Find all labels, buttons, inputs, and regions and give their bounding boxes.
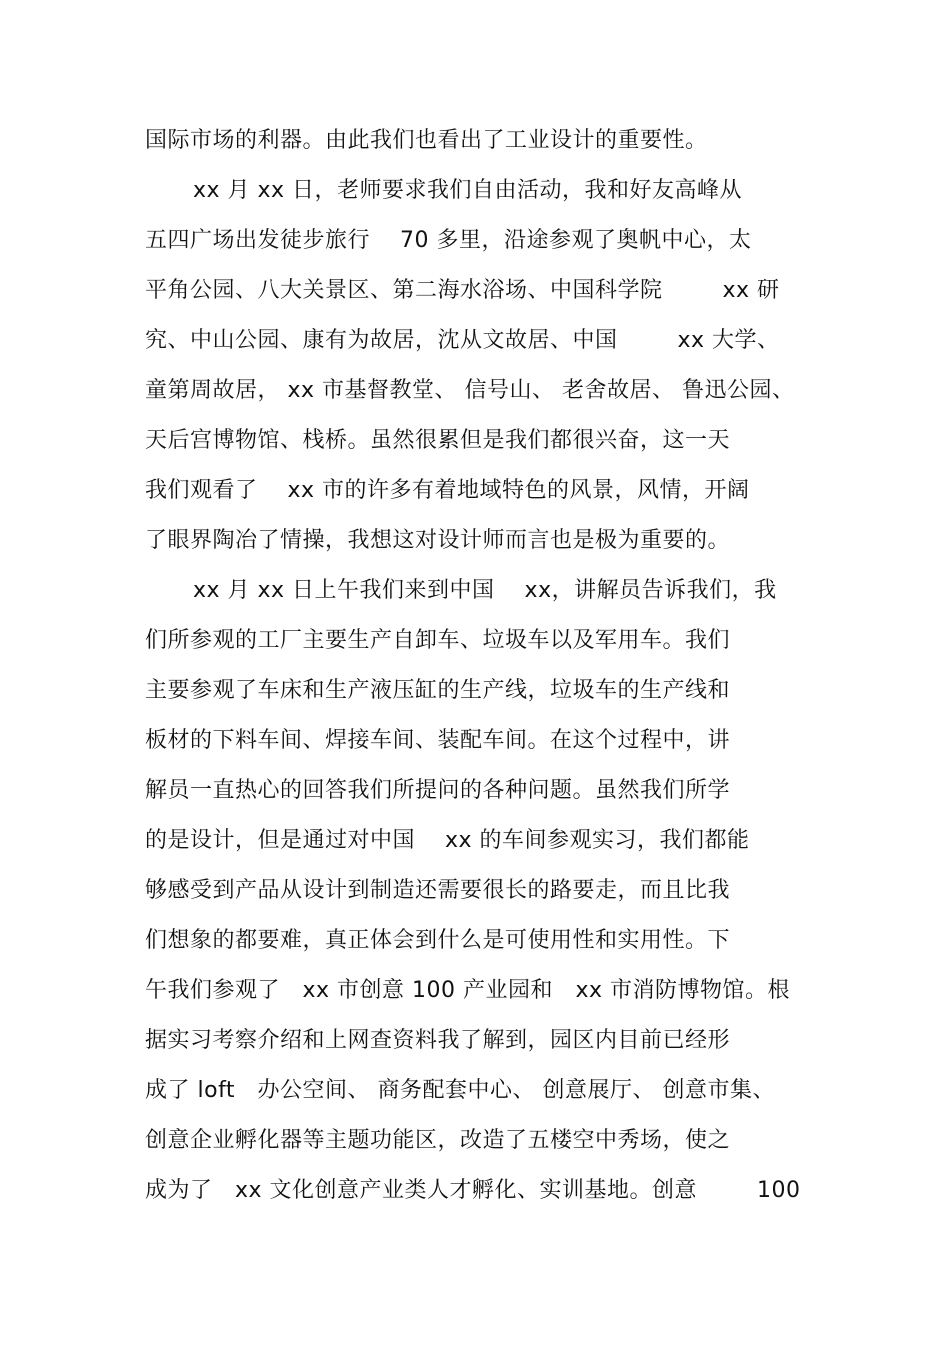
text-line: 们想象的都要难，真正体会到什么是可使用性和实用性。下	[145, 928, 731, 953]
text-line: 够感受到产品从设计到制造还需要很长的路要走，而且比我	[145, 878, 731, 903]
text-line: 解员一直热心的回答我们所提问的各种问题。虽然我们所学	[145, 778, 731, 803]
text-line: 了眼界陶冶了情操，我想这对设计师而言也是极为重要的。	[145, 528, 731, 553]
text-line: 国际市场的利器。由此我们也看出了工业设计的重要性。	[145, 128, 708, 153]
text-line: 童第周故居， xx 市基督教堂、 信号山、 老舍故居、 鲁迅公园、	[145, 378, 795, 403]
text-line: 的是设计，但是通过对中国 xx 的车间参观实习，我们都能	[145, 828, 750, 853]
text-line: 平角公园、八大关景区、第二海水浴场、中国科学院 xx 研	[145, 278, 780, 303]
text-line: 主要参观了车床和生产液压缸的生产线，垃圾车的生产线和	[145, 678, 731, 703]
text-line: 创意企业孵化器等主题功能区，改造了五楼空中秀场，使之	[145, 1128, 731, 1153]
text-line: 板材的下料车间、焊接车间、装配车间。在这个过程中，讲	[145, 728, 731, 753]
text-line: 们所参观的工厂主要生产自卸车、垃圾车以及军用车。我们	[145, 628, 731, 653]
text-line: xx 月 xx 日，老师要求我们自由活动，我和好友高峰从	[193, 178, 743, 203]
text-line: 据实习考察介绍和上网查资料我了解到，园区内目前已经形	[145, 1028, 731, 1053]
text-line: 我们观看了 xx 市的许多有着地域特色的风景，风情，开阔	[145, 478, 750, 503]
text-line: 午我们参观了 xx 市创意 100 产业园和 xx 市消防博物馆。根	[145, 978, 791, 1003]
text-line: 天后宫博物馆、栈桥。虽然很累但是我们都很兴奋，这一天	[145, 428, 731, 453]
text-line: 五四广场出发徒步旅行 70 多里，沿途参观了奥帆中心，太	[145, 228, 752, 253]
text-line: 究、中山公园、康有为故居，沈从文故居、中国 xx 大学、	[145, 328, 780, 353]
text-line: xx 月 xx 日上午我们来到中国 xx，讲解员告诉我们，我	[193, 578, 777, 603]
text-line: 成为了 xx 文化创意产业类人才孵化、实训基地。创意 100	[145, 1178, 801, 1203]
text-line: 成了 loft 办公空间、 商务配套中心、 创意展厅、 创意市集、	[145, 1078, 776, 1103]
